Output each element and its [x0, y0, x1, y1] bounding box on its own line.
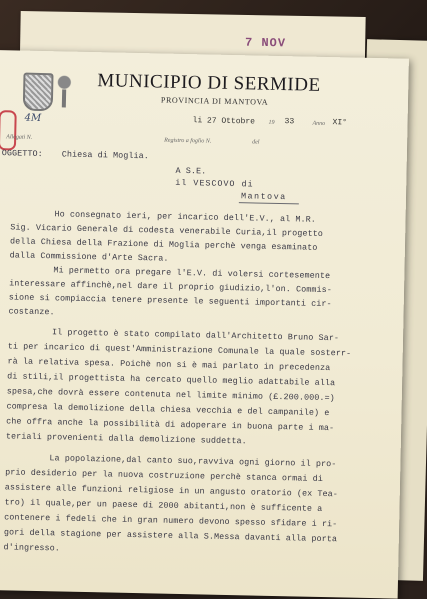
body-line: gori della stagione per assistere alla S.Messa davanti alla porta [3, 527, 338, 545]
body-line: che offra anche la possibilità di adoperare in buona parte i ma- [6, 416, 335, 434]
body-line: della Chiesa della Frazione di Moglia perchè venga esaminato [9, 236, 318, 253]
body-line: compresa la demolizione della chiesa vecchia e del campanile) e [6, 401, 330, 419]
coat-of-arms-icon [23, 73, 54, 112]
body-line: Ho consegnato ieri, per incarico dell'E.V., al M.R. [54, 209, 317, 225]
letter-date: li 27 Ottobre [192, 116, 256, 127]
era-value: XI° [332, 118, 348, 128]
body-line: rà la relativa spesa. Poichè non si è mai parlato in precedenza [7, 356, 331, 374]
era-label: Anno [312, 120, 326, 127]
register-del: del [252, 139, 260, 146]
addressee-line-3: Mantova [240, 191, 287, 203]
year-prefix: 19 [268, 119, 275, 126]
body-line: di stili,il progettista ha cercato quello meglio adattabile alla [7, 371, 336, 389]
year-value: 33 [284, 117, 295, 127]
body-line: dalla Commissione d'Arte Sacra. [9, 250, 169, 264]
body-line: spesa,che dovrà essere contenuta nel limite minimo (£.200.000.=) [6, 386, 335, 404]
allegati-label: Allegati N. [6, 134, 33, 141]
body-line: Il progetto è stato compilato dall'Architetto Bruno Sar- [51, 327, 340, 344]
addressee-underline [239, 202, 299, 204]
province-subtitle: PROVINCIA DI MANTOVA [160, 95, 269, 107]
body-line: assistere alle funzioni religiose in un angusto oratorio (ex Tea- [4, 482, 339, 500]
body-line: ti per incarico di quest'Amministrazione Comunale la quale sosterr- [7, 341, 352, 359]
addressee-line-2: il VESCOVO di [175, 177, 254, 190]
body-line: Sig. Vicario Generale di codesta venerabile Curia,il progetto [10, 222, 324, 239]
body-line: d'ingresso. [3, 542, 61, 554]
letter-paper [0, 50, 409, 599]
body-line: tro) il quale,per un paese di 2000 abitanti,non è sufficente a [4, 497, 323, 514]
body-line: contenere i fedeli che in gran numero devono spesso sfidare i ri- [4, 512, 338, 530]
eagle-emblem-icon [53, 71, 76, 107]
protocol-number: 4M [24, 112, 42, 125]
body-line: Mi permetto ora pregare l'E.V. di volersi cortesemente [53, 265, 331, 282]
register-label: Registro a foglio N. [164, 137, 212, 145]
body-line: sione si compiaccia tenere presente le seguenti importanti cir- [8, 292, 332, 310]
oggetto-label: OGGETTO: [1, 148, 43, 160]
body-line: prio desiderio per la nuova costruzione perchè stanca ormai di [5, 467, 324, 484]
addressee-line-1: A S.E. [175, 165, 207, 177]
paperclip-icon [0, 110, 17, 150]
municipality-title: MUNICIPIO DI SERMIDE [97, 70, 321, 96]
received-stamp: 7 NOV [244, 35, 287, 51]
body-line: costanze. [8, 306, 55, 318]
body-line: teriali provenienti dalla demolizione suddetta. [5, 431, 247, 447]
body-line: interessare affinchè,nel dare il proprio giudizio,l'on. Commis- [9, 278, 333, 296]
oggetto-text: Chiesa di Moglia. [61, 149, 150, 162]
body-line: La popolazione,dal canto suo,ravviva ogni giorno il pro- [49, 453, 337, 470]
